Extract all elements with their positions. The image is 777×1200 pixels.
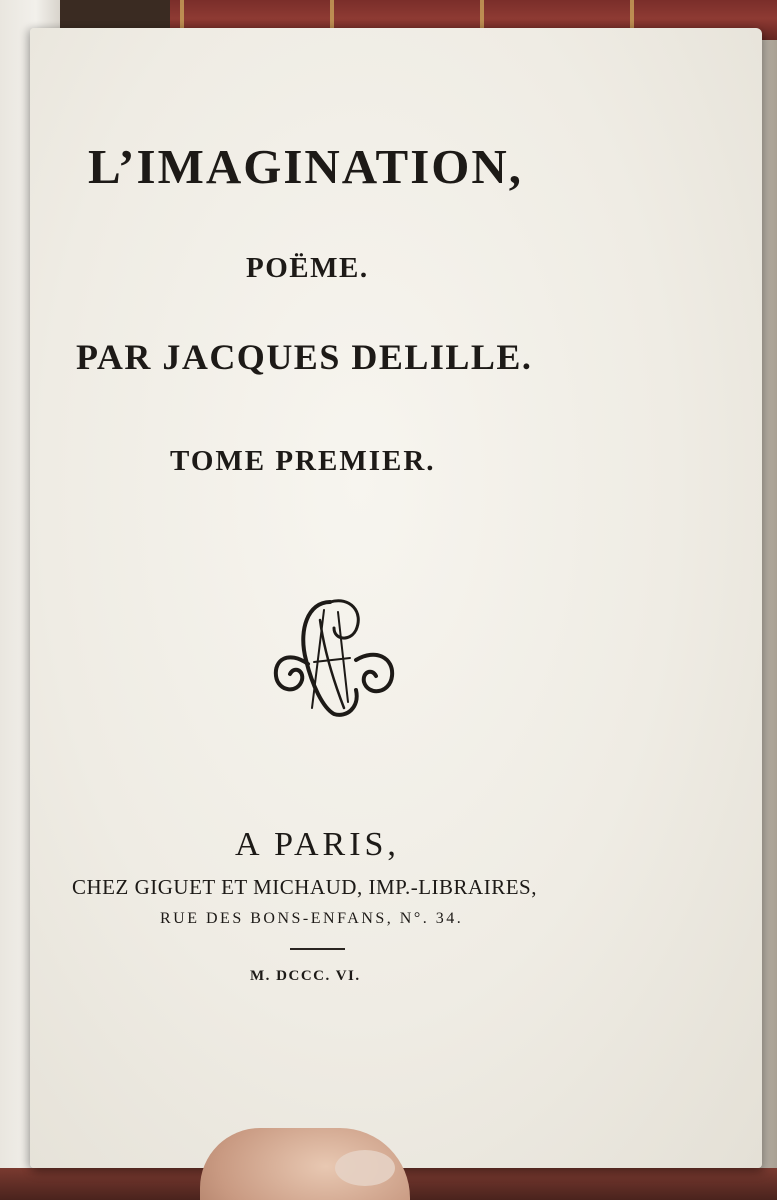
book-subtitle: POËME. (246, 252, 369, 284)
volume-label: TOME PREMIER. (170, 445, 436, 477)
divider-rule (290, 948, 345, 950)
monogram-icon (268, 590, 400, 722)
book-author: PAR JACQUES DELILLE. (76, 337, 533, 377)
imprint-date: M. DCCC. VI. (250, 968, 361, 984)
thumbnail (335, 1150, 395, 1186)
book-title: L’IMAGINATION, (88, 139, 524, 194)
imprint-address: RUE DES BONS-ENFANS, N°. 34. (160, 910, 464, 927)
imprint-publisher: CHEZ GIGUET ET MICHAUD, IMP.-LIBRAIRES, (72, 875, 537, 899)
imprint-place: A PARIS, (235, 826, 400, 863)
